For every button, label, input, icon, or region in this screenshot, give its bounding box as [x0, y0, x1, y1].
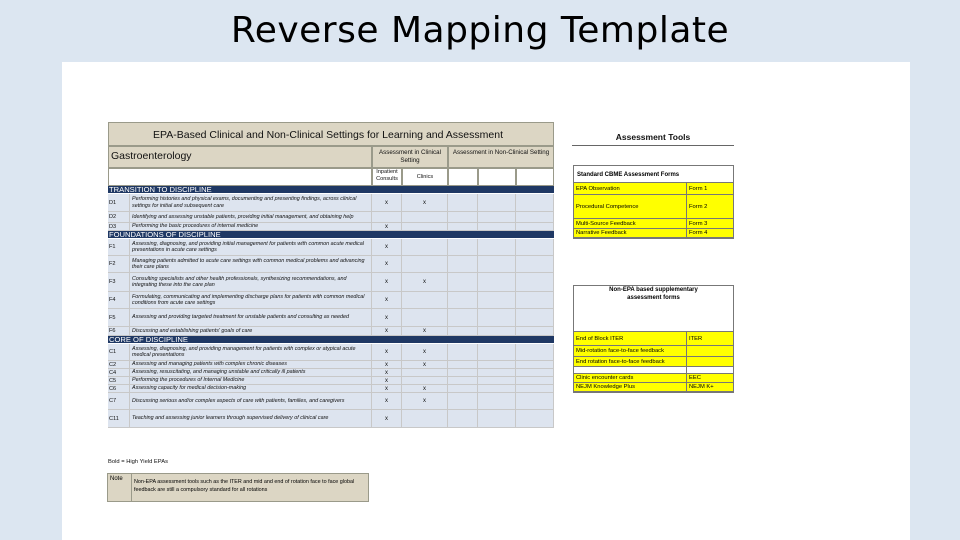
inpatient-mark: x	[372, 377, 402, 384]
epa-code: D2	[108, 212, 130, 222]
epa-code: C5	[108, 377, 130, 384]
tool-row	[574, 219, 733, 229]
tool-form: NEJM K+	[689, 384, 714, 390]
inpatient-mark	[372, 212, 402, 222]
epa-description: Assessing, diagnosing, and providing initial management for patients with common acute medical presentations in acute care settings	[130, 239, 372, 255]
epa-row	[108, 273, 554, 292]
epa-row	[108, 194, 554, 212]
epa-description: Consulting specialists and other health professionals, synthesizing recommendations, and integrating these into the care plan	[130, 273, 372, 291]
nonclinical-cell-2	[478, 361, 516, 368]
nonclinical-cell-1	[448, 361, 478, 368]
nonclinical-cell-1	[448, 377, 478, 384]
nonclinical-cell-2	[478, 393, 516, 409]
inpatient-mark: x	[372, 369, 402, 376]
epa-code: C2	[108, 361, 130, 368]
note-label: Note	[108, 474, 132, 501]
epa-description: Performing histories and physical exams, documenting and presenting findings, across clinical settings for initial and subsequent care	[130, 194, 372, 211]
epa-table	[108, 122, 554, 422]
tool-name	[574, 367, 687, 373]
nonclinical-cell-1	[448, 385, 478, 392]
tool-row	[574, 229, 733, 238]
epa-row	[108, 344, 554, 361]
inpatient-mark: x	[372, 292, 402, 308]
tool-row	[574, 346, 733, 357]
inpatient-mark: x	[372, 273, 402, 291]
epa-code: C6	[108, 385, 130, 392]
epa-row	[108, 410, 554, 428]
supplementary-forms-header	[574, 286, 733, 332]
tool-row	[574, 374, 733, 383]
tool-name: NEJM Knowledge Plus	[574, 383, 687, 391]
tool-name: Procedural Competence	[574, 195, 687, 218]
clinics-mark	[402, 292, 448, 308]
epa-row	[108, 393, 554, 410]
epa-description: Formulating, communicating and implementing discharge plans for patients with common medical conditions from acute care settings	[130, 292, 372, 308]
nonclinical-cell-2	[478, 327, 516, 335]
section-header: TRANSITION TO DISCIPLINE	[108, 186, 554, 194]
nonclinical-cell-3	[516, 256, 554, 272]
nonclinical-cell-3	[516, 410, 554, 427]
epa-description: Assessing, diagnosing, and providing management for patients with complex or atypical acute medical presentations	[130, 344, 372, 360]
epa-description: Assessing and providing targeted treatment for unstable patients and consulting as needed	[130, 309, 372, 326]
nonclinical-cell-3	[516, 369, 554, 376]
tool-row	[574, 357, 733, 367]
clinics-mark	[402, 223, 448, 230]
nonclinical-cell-2	[478, 410, 516, 427]
slide-title: Reverse Mapping Template	[230, 10, 730, 51]
clinics-mark: x	[402, 385, 448, 392]
nonclinical-cell-1	[448, 256, 478, 272]
header-blank	[108, 168, 372, 186]
epa-row	[108, 256, 554, 273]
nonclinical-cell-2	[478, 256, 516, 272]
tool-name: End of Block ITER	[574, 332, 687, 345]
tool-form	[687, 346, 733, 356]
epa-code: D3	[108, 223, 130, 230]
inpatient-mark: x	[372, 309, 402, 326]
epa-description: Assessing, resuscitating, and managing unstable and critically ill patients	[130, 369, 372, 376]
nonclinical-cell-3	[516, 239, 554, 255]
epa-description: Discussing serious and/or complex aspects of care with patients, families, and caregivers	[130, 393, 372, 409]
bold-legend: Bold = High Yield EPAs	[108, 459, 168, 465]
nonclinical-cell-1	[448, 194, 478, 211]
nonclinical-cell-1	[448, 239, 478, 255]
nonclinical-cell-1	[448, 223, 478, 230]
clinics-mark	[402, 369, 448, 376]
clinics-mark: x	[402, 194, 448, 211]
header-nonclinical: Assessment in Non-Clinical Setting	[448, 146, 554, 168]
epa-rows	[108, 186, 554, 428]
epa-description: Managing patients admitted to acute care settings with common medical problems and advancing their care plans	[130, 256, 372, 272]
epa-row	[108, 361, 554, 369]
nonclinical-cell-1	[448, 410, 478, 427]
header-empty-2	[478, 168, 516, 186]
inpatient-mark: x	[372, 256, 402, 272]
epa-description: Identifying and assessing unstable patients, providing initial management, and obtaining help	[130, 212, 372, 222]
nonclinical-cell-3	[516, 273, 554, 291]
tools-title: Assessment Tools	[615, 132, 691, 142]
nonclinical-cell-1	[448, 309, 478, 326]
epa-code: F1	[108, 239, 130, 255]
supplementary-forms-title: Non-EPA based supplementary assessment forms	[609, 287, 698, 301]
nonclinical-cell-1	[448, 292, 478, 308]
clinics-mark: x	[402, 361, 448, 368]
epa-row	[108, 309, 554, 327]
epa-description: Assessing and managing patients with complex chronic diseases	[130, 361, 372, 368]
epa-code: C4	[108, 369, 130, 376]
nonclinical-cell-2	[478, 273, 516, 291]
epa-row	[108, 239, 554, 256]
epa-row	[108, 369, 554, 377]
epa-code: D1	[108, 194, 130, 211]
nonclinical-cell-3	[516, 194, 554, 211]
inpatient-mark: x	[372, 239, 402, 255]
inpatient-mark: x	[372, 393, 402, 409]
clinics-mark	[402, 239, 448, 255]
epa-description: Teaching and assessing junior learners through supervised delivery of clinical care	[130, 410, 372, 427]
tool-form: ITER	[689, 335, 703, 342]
epa-row	[108, 385, 554, 393]
epa-code: F5	[108, 309, 130, 326]
tool-name: End rotation face-to-face feedback	[574, 357, 687, 366]
nonclinical-cell-2	[478, 223, 516, 230]
tool-row	[574, 195, 733, 219]
nonclinical-cell-2	[478, 239, 516, 255]
tool-row	[574, 332, 733, 346]
epa-row	[108, 212, 554, 223]
clinics-mark: x	[402, 273, 448, 291]
note-text: Non-EPA assessment tools such as the ITER and mid and end of rotation face to face global feedback are still a compulsory standard for all rotations	[134, 479, 355, 493]
inpatient-mark: x	[372, 385, 402, 392]
epa-code: F6	[108, 327, 130, 335]
header-clinics: Clinics	[402, 168, 448, 186]
nonclinical-cell-2	[478, 212, 516, 222]
header-empty-1	[448, 168, 478, 186]
epa-code: C1	[108, 344, 130, 360]
nonclinical-cell-1	[448, 393, 478, 409]
header-inpatient: Inpatient Consults	[372, 168, 402, 186]
nonclinical-cell-3	[516, 344, 554, 360]
epa-description: Performing the basic procedures of internal medicine	[130, 223, 372, 230]
nonclinical-cell-1	[448, 273, 478, 291]
clinics-mark: x	[402, 393, 448, 409]
tool-form: Form 1	[689, 185, 708, 192]
standard-forms-table	[573, 165, 734, 239]
tool-name: Mid-rotation face-to-face feedback	[574, 346, 687, 356]
epa-row	[108, 377, 554, 385]
epa-description: Performing the procedures of Internal Medicine	[130, 377, 372, 384]
tool-form: Form 4	[689, 230, 708, 236]
header-clinical: Assessment in Clinical Setting	[372, 146, 448, 168]
epa-code: F4	[108, 292, 130, 308]
inpatient-mark: x	[372, 361, 402, 368]
epa-row	[108, 292, 554, 309]
nonclinical-cell-2	[478, 344, 516, 360]
nonclinical-cell-3	[516, 393, 554, 409]
tool-row	[574, 367, 733, 374]
clinics-mark	[402, 256, 448, 272]
tool-form: Form 2	[689, 203, 708, 210]
nonclinical-cell-2	[478, 377, 516, 384]
epa-description: Discussing and establishing patients' goals of care	[130, 327, 372, 335]
tool-name: Narrative Feedback	[574, 229, 687, 237]
nonclinical-cell-3	[516, 361, 554, 368]
epa-code: C7	[108, 393, 130, 409]
tool-form: EEC	[689, 375, 701, 381]
clinics-mark: x	[402, 327, 448, 335]
table-title-bar	[108, 122, 554, 146]
nonclinical-cell-1	[448, 369, 478, 376]
clinics-mark	[402, 212, 448, 222]
standard-forms-header: Standard CBME Assessment Forms	[574, 166, 733, 183]
inpatient-mark: x	[372, 410, 402, 427]
epa-code: C11	[108, 410, 130, 427]
tool-row	[574, 383, 733, 392]
epa-code: F3	[108, 273, 130, 291]
nonclinical-cell-3	[516, 327, 554, 335]
nonclinical-cell-3	[516, 223, 554, 230]
tool-name: Multi-Source Feedback	[574, 219, 687, 228]
clinics-mark: x	[402, 344, 448, 360]
section-header: CORE OF DISCIPLINE	[108, 336, 554, 344]
clinics-mark	[402, 377, 448, 384]
inpatient-mark: x	[372, 223, 402, 230]
section-header: FOUNDATIONS OF DISCIPLINE	[108, 231, 554, 239]
tool-form: Form 3	[689, 220, 708, 227]
nonclinical-cell-3	[516, 292, 554, 308]
inpatient-mark: x	[372, 194, 402, 211]
nonclinical-cell-3	[516, 309, 554, 326]
tools-divider	[572, 145, 734, 146]
clinics-mark	[402, 309, 448, 326]
note-box	[107, 473, 369, 502]
nonclinical-cell-2	[478, 369, 516, 376]
inpatient-mark: x	[372, 327, 402, 335]
nonclinical-cell-3	[516, 385, 554, 392]
tool-row	[574, 183, 733, 195]
nonclinical-cell-3	[516, 377, 554, 384]
nonclinical-cell-2	[478, 309, 516, 326]
epa-code: F2	[108, 256, 130, 272]
epa-description: Assessing capacity for medical decision-making	[130, 385, 372, 392]
supplementary-forms-table	[573, 285, 734, 393]
clinics-mark	[402, 410, 448, 427]
nonclinical-cell-1	[448, 344, 478, 360]
tool-name: Clinic encounter cards	[574, 374, 687, 382]
table-title: EPA-Based Clinical and Non-Clinical Settings for Learning and Assessment	[153, 129, 503, 141]
nonclinical-cell-2	[478, 194, 516, 211]
tool-name: EPA Observation	[574, 183, 687, 194]
tool-form	[687, 357, 733, 366]
specialty-label: Gastroenterology	[108, 146, 372, 168]
nonclinical-cell-3	[516, 212, 554, 222]
nonclinical-cell-1	[448, 327, 478, 335]
inpatient-mark: x	[372, 344, 402, 360]
header-empty-3	[516, 168, 554, 186]
nonclinical-cell-2	[478, 385, 516, 392]
nonclinical-cell-2	[478, 292, 516, 308]
nonclinical-cell-1	[448, 212, 478, 222]
